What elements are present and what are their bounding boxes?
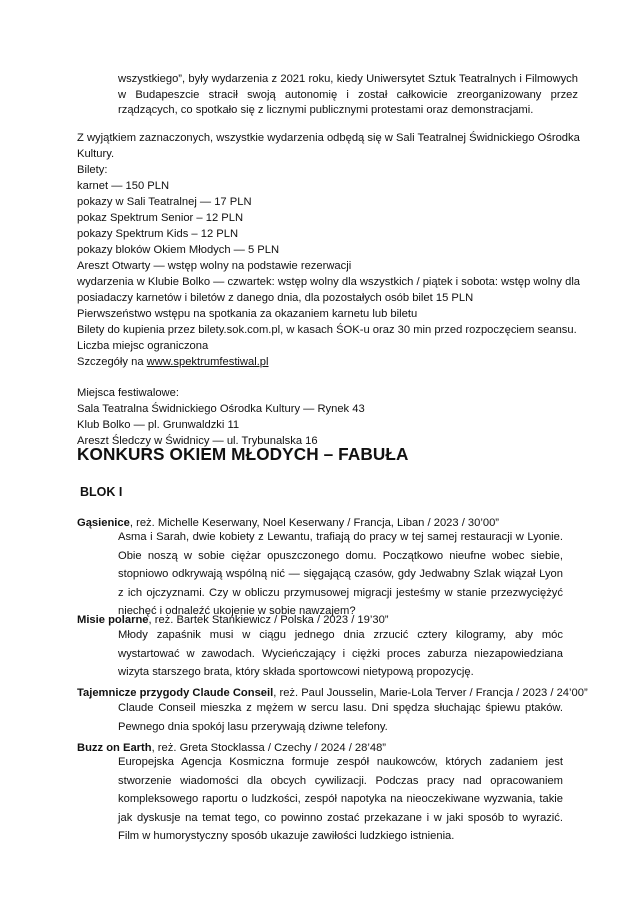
intro-paragraph-tail: wszystkiego”, były wydarzenia z 2021 roku, kiedy Uniwersytet Sztuk Teatralnych i Filmowych w Budapeszcie stracił swoją autonomię i został całkowicie zreorganizowany przez rządzących, co spotkało się z licznymi publicznymi protestami oraz demonstracjami. (118, 73, 578, 117)
bolko-info-cont: posiadaczy karnetów i biletów z danego dnia, dla pozostałych osób bilet 15 PLN (77, 292, 474, 304)
tickets-label: Bilety: (77, 164, 108, 176)
film-description: Młody zapaśnik musi w ciągu jednego dnia zrzucić cztery kilogramy, aby móc wystartować w zawodach. Wycieńczający i ciężki proces zaburza niezapowiedziana wizyta starszego brata, który składa sportowcowi nietypową propozycję. (118, 629, 563, 679)
ticket-kids: pokazy Spektrum Kids – 12 PLN (77, 228, 239, 240)
ticket-mlodych: pokazy bloków Okiem Młodych — 5 PLN (77, 244, 280, 256)
film-title: Gąsienice (77, 517, 130, 529)
buy-info: Bilety do kupienia przez bilety.sok.com.pl, w kasach ŚOK-u oraz 30 min przed rozpoczęciem seansu. (77, 324, 577, 336)
film-description: Europejska Agencja Kosmiczna formuje zespół naukowców, których zadaniem jest stworzenie wiadomości dla obcych cywilizacji. Podczas pracy nad opracowaniem kompleksowego raportu o ludzkości, zespół napotyka na nieoczekiwane wyzwania, takie jak dyskusje na temat tego, co powinno zostać przekazane i w jaki sposób to wyrazić. Film w humorystyczny sposób ukazuje zawiłości ludzkiego istnienia. (118, 756, 563, 843)
film-meta: , reż. Bartek Stankiewicz / Polska / 2023 / 19’30” (148, 614, 389, 626)
areszt-info: Areszt Otwarty — wstęp wolny na podstawie rezerwacji (77, 260, 352, 272)
venues-label: Miejsca festiwalowe: (77, 387, 179, 399)
film-description: Asma i Sarah, dwie kobiety z Lewantu, trafiają do pracy w tej samej restauracji w Lyonie. Obie noszą w sobie ciężar opuszczonego domu. Początkowo nieufne wobec siebie, stopniowo odkrywają wspólną nić — sięgającą czasów, gdy Jedwabny Szlak wiązał Lyon z ich ojczyznami. Czy w obliczu przymusowej migracji jesteśmy w stanie przezwyciężyć niechęć i odnaleźć ukojenie w sobie nawzajem? (118, 531, 563, 618)
film-title: Tajemnicze przygody Claude Conseil (77, 687, 274, 699)
venue-2: Klub Bolko — pl. Grunwaldzki 11 (77, 419, 240, 431)
film-meta: , reż. Michelle Keserwany, Noel Keserwany / Francja, Liban / 2023 / 30’00” (129, 517, 500, 529)
venue-3: Areszt Śledczy w Świdnicy — ul. Trybunalska 16 (77, 435, 318, 447)
festival-link[interactable]: www.spektrumfestiwal.pl (146, 356, 269, 368)
ticket-sala: pokazy w Sali Teatralnej — 17 PLN (77, 196, 252, 208)
film-title: Buzz on Earth (77, 742, 152, 754)
section-title: KONKURS OKIEM MŁODYCH – FABUŁA (77, 444, 409, 464)
film-title: Misie polarne (77, 614, 149, 626)
details-line (77, 355, 269, 371)
ticket-karnet: karnet — 150 PLN (77, 180, 170, 192)
venue-note-cont: Kultury. (77, 148, 115, 160)
block-title: BLOK I (80, 485, 123, 499)
venue-note: Z wyjątkiem zaznaczonych, wszystkie wydarzenia odbędą się w Sali Teatralnej Świdnickiego Ośrodka (77, 132, 580, 144)
film-meta: , reż. Greta Stocklassa / Czechy / 2024 / 28’48” (151, 742, 387, 754)
priority-info: Pierwszeństwo wstępu na spotkania za okazaniem karnetu lub biletu (77, 308, 418, 320)
film-description: Claude Conseil mieszka z mężem w sercu lasu. Dni spędza słuchając śpiewu ptaków. Pewnego dnia spokój lasu przerywają dziwne telefony. (118, 702, 563, 733)
ticket-senior: pokaz Spektrum Senior – 12 PLN (77, 212, 244, 224)
limited-info: Liczba miejsc ograniczona (77, 340, 209, 352)
film-meta: , reż. Paul Jousselin, Marie-Lola Terver / Francja / 2023 / 24’00” (273, 687, 588, 699)
venue-1: Sala Teatralna Świdnickiego Ośrodka Kultury — Rynek 43 (77, 403, 365, 415)
bolko-info: wydarzenia w Klubie Bolko — czwartek: wstęp wolny dla wszystkich / piątek i sobota: wstęp wolny dla (77, 276, 581, 288)
details-prefix: Szczegóły na (77, 356, 147, 368)
